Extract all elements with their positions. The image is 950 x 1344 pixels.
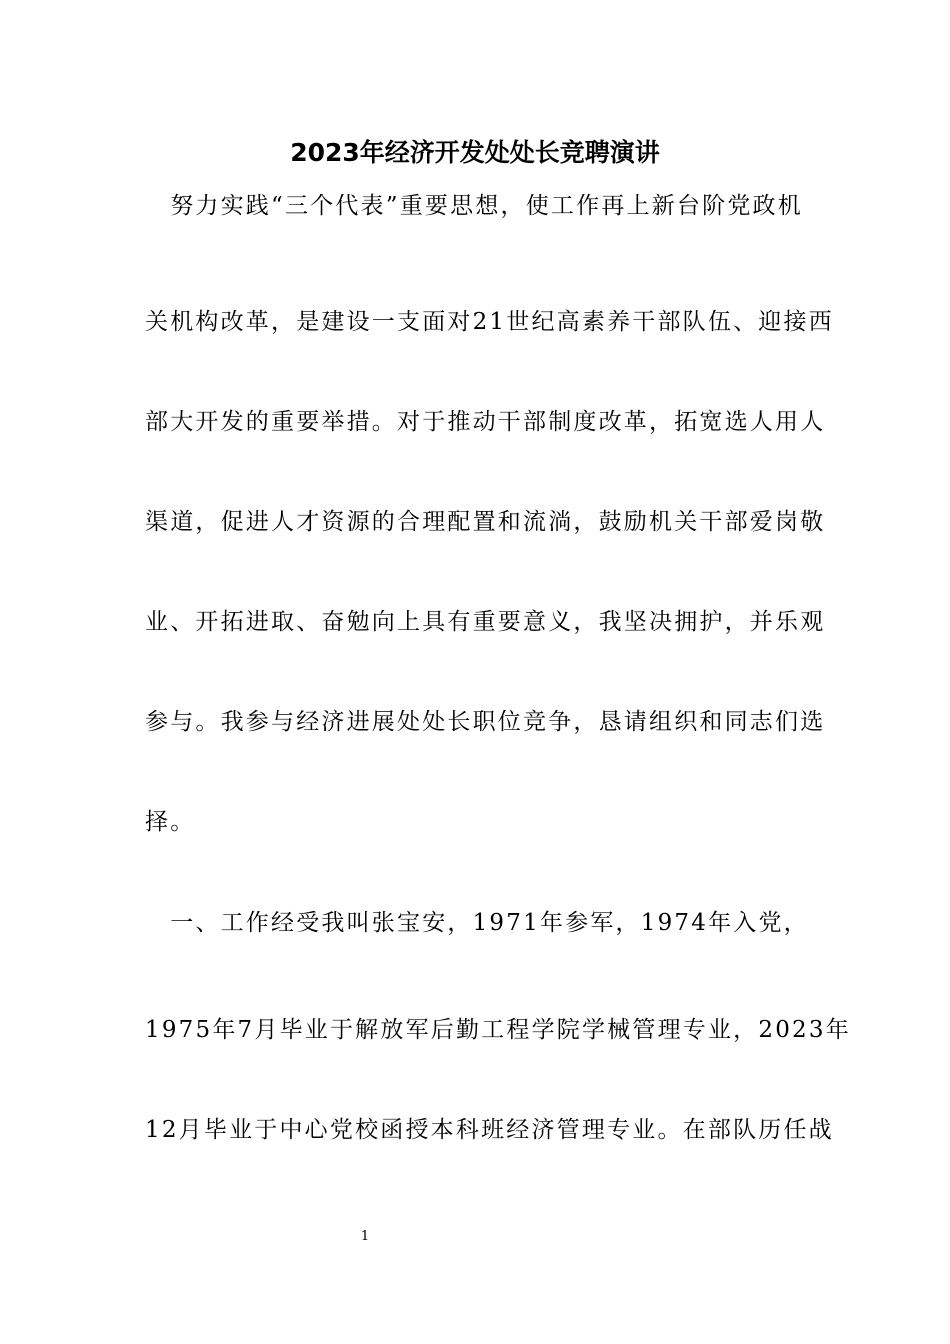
- paragraph-line: 业、开拓进取、奋勉向上具有重要意义，我坚决拥护，并乐观: [145, 609, 826, 635]
- paragraph-line: 择。: [145, 809, 196, 835]
- paragraph-line: 努力实践“三个代表”重要思想，使工作再上新台阶党政机: [145, 193, 803, 219]
- paragraph-line: 参与。我参与经济进展处处长职位竞争，恳请组织和同志们选: [145, 709, 826, 735]
- paragraph-line: 关机构改革，是建设一支面对21世纪高素养干部队伍、迎接西: [145, 309, 834, 335]
- page-number: 1: [360, 1229, 370, 1244]
- paragraph-line: 部大开发的重要举措。对于推动干部制度改革，拓宽选人用人: [145, 409, 826, 435]
- paragraph-line: 渠道，促进人才资源的合理配置和流淌，鼓励机关干部爱岗敬: [145, 509, 826, 535]
- paragraph-line: 1975年7月毕业于解放军后勤工程学院学械管理专业，2023年: [145, 1017, 851, 1043]
- document-title: 2023年经济开发处处长竞聘演讲: [290, 138, 660, 167]
- paragraph-line: 一、工作经受我叫张宝安，1971年参军，1974年入党，: [145, 910, 809, 936]
- paragraph-line: 12月毕业于中心党校函授本科班经济管理专业。在部队历任战: [145, 1117, 834, 1143]
